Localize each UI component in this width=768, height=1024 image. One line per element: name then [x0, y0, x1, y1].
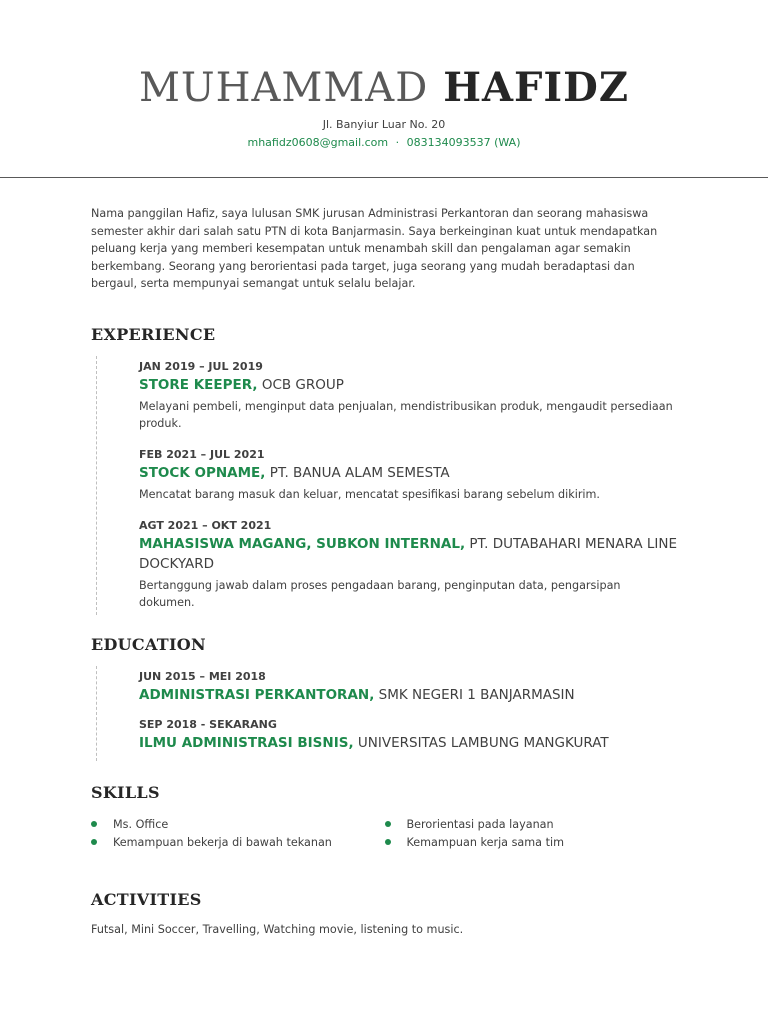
entry-description: Mencatat barang masuk dan keluar, mencatat spesifikasi barang sebelum dikirim.: [139, 487, 600, 501]
header-divider: [0, 177, 768, 178]
skill-label: Berorientasi pada layanan: [406, 817, 554, 831]
bullet-icon: [91, 821, 97, 827]
skills-list: [91, 816, 678, 852]
skill-item: [91, 834, 385, 852]
skill-label: Kemampuan bekerja di bawah tekanan: [113, 835, 332, 849]
skills-column-left: [91, 816, 385, 852]
entry-description: Bertanggung jawab dalam proses pengadaan barang, penginputan data, pengarsipan dokumen.: [139, 578, 621, 609]
bullet-icon: [385, 821, 391, 827]
entry-role: [139, 733, 678, 753]
entry-title: STOCK OPNAME,: [139, 464, 266, 481]
entry-title: STORE KEEPER,: [139, 376, 258, 393]
entry-title: ILMU ADMINISTRASI BISNIS,: [139, 734, 354, 751]
last-name: HAFIDZ: [443, 64, 630, 111]
skill-label: Kemampuan kerja sama tim: [406, 835, 564, 849]
bullet-icon: [385, 839, 391, 845]
skill-item: [91, 816, 385, 834]
contact-separator: ·: [395, 136, 400, 149]
education-entry: [139, 718, 678, 753]
entry-date: AGT 2021 – OKT 2021: [139, 518, 272, 532]
skills-column-right: [385, 816, 679, 852]
resume-header: [0, 0, 768, 149]
resume-body: [91, 205, 678, 936]
activities-text: Futsal, Mini Soccer, Travelling, Watching movie, listening to music.: [91, 922, 464, 936]
experience-heading: EXPERIENCE: [91, 324, 216, 344]
activities-heading: ACTIVITIES: [91, 889, 202, 909]
contact-line: [0, 136, 768, 149]
first-name: MUHAMMAD: [138, 65, 429, 111]
entry-org: SMK NEGERI 1 BANJARMASIN: [378, 686, 575, 703]
entry-date: JUN 2015 – MEI 2018: [139, 669, 266, 683]
experience-entry: [139, 519, 678, 611]
entry-title: ADMINISTRASI PERKANTORAN,: [139, 686, 375, 703]
skill-item: [385, 834, 679, 852]
entry-title: MAHASISWA MAGANG, SUBKON INTERNAL,: [139, 535, 466, 552]
entry-date: FEB 2021 – JUL 2021: [139, 447, 265, 461]
entry-date: JAN 2019 – JUL 2019: [139, 359, 263, 373]
bullet-icon: [91, 839, 97, 845]
skill-item: [385, 816, 679, 834]
skill-label: Ms. Office: [113, 817, 169, 831]
education-timeline: [96, 666, 678, 761]
entry-org: UNIVERSITAS LAMBUNG MANGKURAT: [357, 734, 609, 751]
experience-entry: [139, 448, 678, 503]
entry-role: [139, 463, 678, 483]
entry-role: [139, 534, 678, 574]
education-heading: EDUCATION: [91, 634, 206, 654]
phone-number: 083134093537 (WA): [406, 136, 521, 149]
skills-heading: SKILLS: [91, 782, 160, 802]
entry-org: PT. BANUA ALAM SEMESTA: [269, 464, 450, 481]
experience-timeline: [96, 356, 678, 615]
address: Jl. Banyiur Luar No. 20: [322, 118, 446, 131]
experience-entry: [139, 360, 678, 432]
email-link[interactable]: mhafidz0608@gmail.com: [247, 136, 389, 149]
entry-org: OCB GROUP: [261, 376, 344, 393]
entry-role: [139, 375, 678, 395]
entry-role: [139, 685, 678, 705]
summary-paragraph: Nama panggilan Hafiz, saya lulusan SMK jurusan Administrasi Perkantoran dan seorang mahasiswa semester akhir dari salah satu PTN di kota Banjarmasin. Saya berkeinginan kuat untuk mendapatkan peluang kerja yang memberi kesempatan untuk menambah skill dan pengalaman agar semakin berkembang. Seorang yang berorientasi pada target, juga seorang yang mudah beradaptasi dan bergaul, serta mempunyai semangat untuk selalu belajar.: [91, 207, 658, 290]
entry-date: SEP 2018 - SEKARANG: [139, 717, 277, 731]
education-entry: [139, 670, 678, 705]
entry-org: PT. DUTABAHARI MENARA LINE DOCKYARD: [139, 535, 677, 572]
candidate-name: [0, 64, 768, 112]
entry-description: Melayani pembeli, menginput data penjualan, mendistribusikan produk, mengaudit persediaan produk.: [139, 399, 673, 430]
